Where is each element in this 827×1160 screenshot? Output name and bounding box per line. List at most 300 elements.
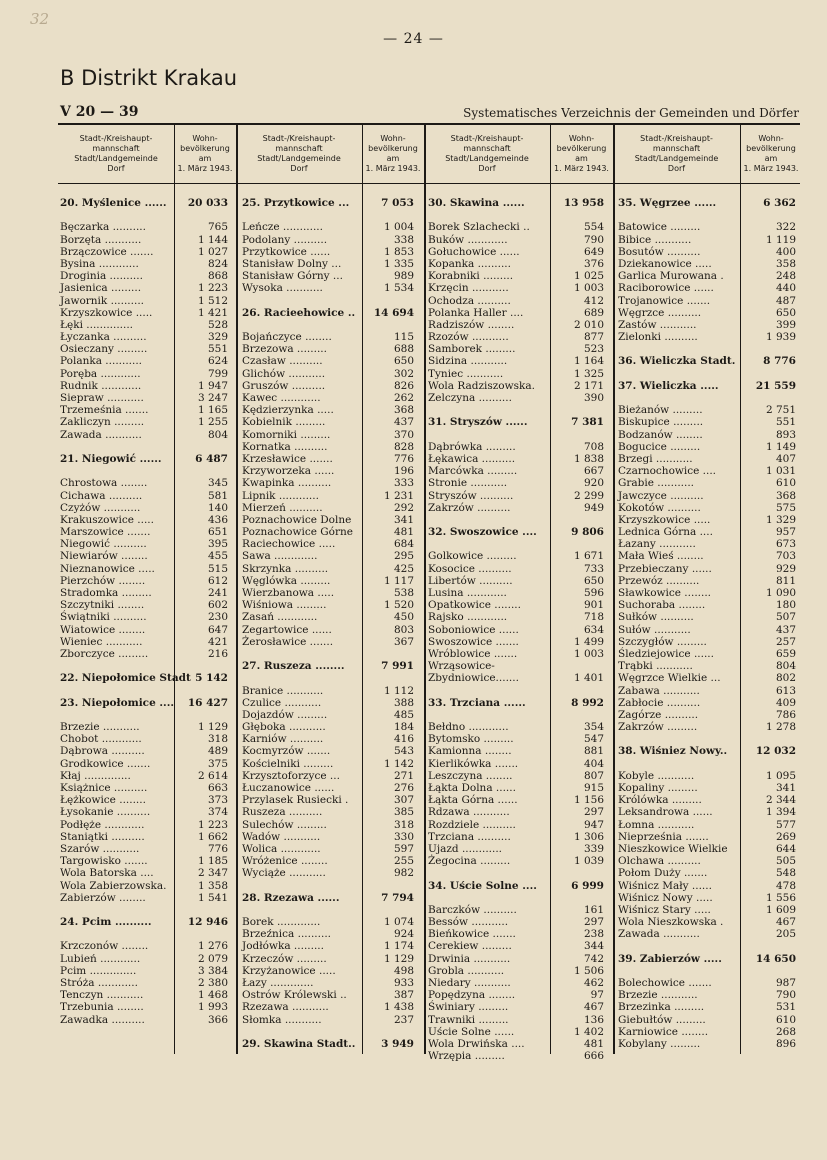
place-name: Żegocina ......... [428, 855, 511, 868]
village-row [618, 575, 800, 587]
population-value: 367 [393, 635, 414, 648]
table-column [428, 197, 606, 1062]
place-name: Trzemeśnia ....... [60, 404, 149, 417]
village-row [618, 429, 800, 441]
row-spacer [242, 319, 412, 331]
population-value: 184 [393, 721, 414, 734]
population-value: 7 381 [571, 416, 604, 429]
population-value: 803 [393, 623, 414, 636]
population-value: 1 421 [197, 306, 228, 319]
row-spacer [242, 880, 412, 892]
village-row [618, 648, 800, 660]
population-value: 596 [583, 587, 604, 599]
population-value: 196 [393, 465, 414, 478]
population-value: 602 [207, 599, 228, 612]
place-name: Czulice ........... [242, 696, 322, 709]
village-row [618, 331, 800, 343]
population-value: 1 090 [765, 587, 796, 599]
population-value: 14 650 [755, 952, 796, 965]
village-row [428, 916, 606, 928]
place-name: Poznachowice Dolne [242, 513, 352, 526]
population-value: 688 [393, 343, 414, 356]
population-value: 1 506 [573, 964, 604, 977]
population-value: 366 [207, 1013, 228, 1026]
population-value: 1 306 [573, 830, 604, 843]
population-value: 612 [207, 574, 228, 587]
place-name: Branice ........... [242, 684, 324, 697]
village-row [618, 794, 800, 806]
population-value: 333 [393, 477, 414, 490]
place-name: Krzyszkowice ..... [60, 306, 153, 319]
village-row [60, 282, 230, 294]
population-value: 947 [583, 818, 604, 831]
village-row [428, 587, 606, 599]
population-value: 826 [393, 379, 414, 392]
population-value: 528 [207, 318, 228, 331]
population-value: 238 [583, 928, 604, 941]
population-value: 462 [583, 977, 604, 989]
population-value: 689 [583, 306, 604, 319]
place-name: Wyciąże ........... [242, 867, 326, 880]
place-name: Wiśniowa ......... [242, 599, 327, 612]
village-row [618, 307, 800, 319]
place-name: Bojańczyce ........ [242, 331, 332, 344]
population-value: 610 [775, 477, 796, 490]
place-name: Trzebunia ........ [60, 1001, 144, 1014]
population-value: 262 [393, 392, 414, 404]
village-row [428, 343, 606, 355]
population-value: 1 185 [197, 855, 228, 868]
place-name: Wola Zabierzowska. [60, 879, 167, 892]
village-row [618, 770, 800, 782]
village-row [60, 575, 230, 587]
village-row [428, 270, 606, 282]
population-value: 481 [583, 1037, 604, 1050]
village-row [428, 831, 606, 843]
village-row [618, 550, 800, 562]
village-row [242, 965, 412, 977]
population-value: 597 [393, 842, 414, 855]
place-name: 28. Rzezawa ...... [242, 891, 340, 904]
population-value: 982 [393, 867, 414, 880]
row-spacer [428, 892, 606, 904]
population-value: 436 [207, 513, 228, 526]
row-spacer [428, 867, 606, 879]
village-row [618, 721, 800, 733]
place-name: Zelczyna .......... [428, 392, 512, 404]
place-name: Drwinia ........... [428, 952, 511, 965]
place-name: Soboniowice ...... [428, 623, 519, 636]
place-name: Sułków .......... [618, 611, 694, 624]
population-value: 1 031 [765, 465, 796, 478]
place-name: Borek Szlachecki .. [428, 221, 530, 234]
population-value: 742 [583, 952, 604, 965]
header-name: Stadt-/Kreishaupt- mannschaft Stadt/Landgemeinde Dorf [445, 134, 529, 173]
place-name: Dojazdów ......... [242, 708, 328, 721]
village-row [60, 587, 230, 599]
village-row [242, 928, 412, 940]
population-value: 13 958 [563, 197, 604, 209]
village-row [428, 575, 606, 587]
place-name: Kokotów .......... [618, 501, 701, 514]
village-row [60, 416, 230, 428]
village-row [60, 721, 230, 733]
place-name: Ostrów Królewski .. [242, 989, 347, 1002]
population-value: 651 [207, 526, 228, 539]
top-rule [58, 123, 800, 125]
place-name: Kawec ............ [242, 392, 321, 404]
population-value: 8 992 [571, 696, 604, 709]
population-value: 1 149 [765, 440, 796, 453]
population-value: 1 947 [197, 379, 228, 392]
village-row [428, 940, 606, 952]
row-spacer [618, 368, 800, 380]
village-row [60, 490, 230, 502]
population-value: 538 [393, 587, 414, 599]
place-name: Zakrzów .......... [428, 501, 511, 514]
population-value: 776 [207, 842, 228, 855]
place-name: Niegowić .......... [60, 538, 147, 551]
population-value: 467 [775, 916, 796, 929]
row-spacer [242, 295, 412, 307]
village-row [242, 1014, 412, 1026]
population-value: 1 939 [765, 331, 796, 344]
village-row [60, 355, 230, 367]
place-name: Swoszowice ....... [428, 635, 519, 648]
place-name: Grabie ........... [618, 477, 695, 490]
place-name: Popędzyna ........ [428, 989, 516, 1002]
place-name: Łęki .............. [60, 318, 134, 331]
place-name: Bessów ........... [428, 916, 509, 929]
place-name: Wrząsowice- [428, 660, 495, 673]
population-value: 374 [207, 806, 228, 819]
page-number: — 24 — [383, 31, 444, 47]
place-name: Bieńkowice ....... [428, 928, 516, 941]
village-row [60, 648, 230, 660]
population-value: 515 [207, 562, 228, 575]
village-row [428, 733, 606, 745]
place-name: 24. Pcim .......... [60, 916, 152, 929]
population-value: 949 [583, 501, 604, 514]
village-row [618, 1038, 800, 1050]
place-name: Stróża ............ [60, 977, 138, 989]
population-value: 933 [393, 977, 414, 989]
place-name: Słomka ........... [242, 1013, 322, 1026]
row-spacer [60, 660, 230, 672]
population-value: 896 [775, 1037, 796, 1050]
district-row [618, 380, 800, 392]
population-value: 276 [393, 782, 414, 794]
village-row [618, 636, 800, 648]
place-name: Biskupice ......... [618, 416, 704, 429]
population-value: 575 [775, 501, 796, 514]
place-name: Wiśnicz Stary ..... [618, 903, 711, 916]
place-name: Sawa ............. [242, 550, 318, 563]
population-value: 368 [393, 404, 414, 417]
village-row [242, 806, 412, 818]
population-value: 268 [775, 1025, 796, 1038]
village-row [242, 282, 412, 294]
place-name: Jodłówka ......... [242, 940, 324, 953]
village-row [428, 794, 606, 806]
population-value: 1 025 [573, 270, 604, 283]
place-name: Ruszeza .......... [242, 806, 323, 819]
village-row [60, 770, 230, 782]
village-row [242, 587, 412, 599]
place-name: Przytkowice ...... [242, 245, 331, 258]
place-name: Łuczanowice ...... [242, 782, 335, 794]
district-row [428, 697, 606, 709]
place-name: Leksandrowa ...... [618, 806, 713, 819]
row-spacer [618, 343, 800, 355]
place-name: Zakrzów ......... [618, 721, 698, 734]
place-name: Zegartowice ...... [242, 623, 332, 636]
population-value: 2 299 [573, 489, 604, 502]
village-row [242, 636, 412, 648]
population-value: 650 [583, 574, 604, 587]
place-name: Nieszkowice Wielkie [618, 842, 728, 855]
population-value: 807 [583, 769, 604, 782]
village-row [242, 831, 412, 843]
place-name: Poręba ............ [60, 367, 141, 380]
population-value: 551 [207, 343, 228, 356]
district-row [428, 416, 606, 428]
population-value: 407 [775, 452, 796, 465]
place-name: Bosutów .......... [618, 245, 701, 258]
population-value: 523 [583, 343, 604, 356]
population-value: 115 [393, 331, 414, 344]
place-name: Batowice ......... [618, 221, 701, 234]
village-row [428, 965, 606, 977]
place-name: Czarnochowice .... [618, 465, 717, 478]
village-row [60, 368, 230, 380]
row-spacer [428, 514, 606, 526]
population-value: 3 384 [197, 964, 228, 977]
place-name: Rajsko ............ [428, 611, 508, 624]
population-value: 505 [775, 855, 796, 868]
place-name: Czyżów ........... [60, 501, 141, 514]
place-name: Wola Drwińska .... [428, 1037, 525, 1050]
place-name: Książnice .......... [60, 782, 148, 794]
population-value: 718 [583, 611, 604, 624]
village-row [618, 977, 800, 989]
village-row [242, 685, 412, 697]
place-name: Łysokanie .......... [60, 806, 151, 819]
population-value: 811 [775, 574, 796, 587]
village-row [618, 1026, 800, 1038]
village-row [428, 221, 606, 233]
village-row [428, 1014, 606, 1026]
place-name: Chrostowa ........ [60, 477, 148, 490]
row-spacer [60, 685, 230, 697]
place-name: Zawada ........... [618, 928, 700, 941]
village-row [242, 490, 412, 502]
row-spacer [618, 758, 800, 770]
place-name: Dąbrówka ......... [428, 440, 516, 453]
place-name: 30. Skawina ...... [428, 197, 525, 209]
place-name: Polanka ........... [60, 355, 143, 368]
population-value: 330 [393, 830, 414, 843]
place-name: 22. Niepołomice Stadt [60, 672, 191, 685]
header-rule [58, 183, 800, 184]
row-spacer [242, 648, 412, 660]
population-value: 624 [207, 355, 228, 368]
village-row [618, 867, 800, 879]
population-value: 2 347 [197, 867, 228, 880]
place-name: Droginia .......... [60, 270, 143, 283]
row-spacer [428, 685, 606, 697]
range-label: V 20 — 39 [60, 104, 139, 120]
table-column [60, 197, 230, 1026]
place-name: Tyniec ........... [428, 367, 504, 380]
village-row [428, 319, 606, 331]
place-name: Targowisko ....... [60, 855, 148, 868]
population-value: 450 [393, 611, 414, 624]
village-row [242, 989, 412, 1001]
village-row [618, 295, 800, 307]
row-spacer [428, 709, 606, 721]
village-row [60, 989, 230, 1001]
place-name: Wiśnicz Nowy ..... [618, 891, 713, 904]
village-row [60, 295, 230, 307]
population-value: 1 129 [197, 721, 228, 734]
district-row [242, 892, 412, 904]
place-name: Pierzchów ........ [60, 574, 146, 587]
village-row [428, 928, 606, 940]
village-row [428, 611, 606, 623]
place-name: Kopanka .......... [428, 257, 511, 270]
village-row [618, 599, 800, 611]
population-value: 376 [583, 257, 604, 270]
village-row [242, 697, 412, 709]
population-value: 1 164 [573, 355, 604, 368]
population-value: 673 [775, 538, 796, 551]
population-value: 1 609 [765, 903, 796, 916]
village-row [618, 234, 800, 246]
population-value: 1 004 [383, 221, 414, 234]
village-row [428, 989, 606, 1001]
row-spacer [60, 709, 230, 721]
village-row [618, 819, 800, 831]
population-value: 581 [207, 489, 228, 502]
village-row [242, 355, 412, 367]
village-row [428, 599, 606, 611]
village-row [60, 880, 230, 892]
district-row [60, 453, 230, 465]
population-value: 924 [393, 928, 414, 941]
population-value: 663 [207, 782, 228, 794]
place-name: Stronie ........... [428, 477, 508, 490]
place-name: Kobyle ........... [618, 769, 695, 782]
place-name: Łąkta Dolna ...... [428, 782, 516, 794]
place-name: Leszczyna ........ [428, 769, 513, 782]
page-title: B Distrikt Krakau [60, 66, 238, 90]
place-name: Kopaliny ......... [618, 782, 698, 794]
place-name: Węglówka ......... [242, 574, 331, 587]
place-name: Bytomsko ......... [428, 733, 514, 746]
population-value: 269 [775, 830, 796, 843]
village-row [618, 502, 800, 514]
population-value: 6 362 [763, 197, 796, 209]
place-name: Ochodza .......... [428, 294, 511, 307]
population-value: 487 [775, 294, 796, 307]
population-value: 1 003 [573, 282, 604, 295]
village-row [618, 782, 800, 794]
place-name: Chobot ............ [60, 733, 142, 746]
village-row [428, 806, 606, 818]
village-row [618, 587, 800, 599]
village-row [242, 270, 412, 282]
population-value: 339 [583, 842, 604, 855]
village-row [428, 234, 606, 246]
village-row [618, 465, 800, 477]
district-row [242, 660, 412, 672]
population-value: 1 095 [765, 769, 796, 782]
village-row [428, 453, 606, 465]
population-value: 20 033 [187, 197, 228, 209]
place-name: Bęczarka .......... [60, 221, 146, 234]
village-row [242, 477, 412, 489]
place-name: Jawczyce .......... [618, 489, 704, 502]
village-row [428, 502, 606, 514]
village-row [242, 855, 412, 867]
place-name: Radziszów ........ [428, 318, 515, 331]
place-name: Sidzina ........... [428, 355, 508, 368]
district-row [428, 880, 606, 892]
village-row [618, 477, 800, 489]
village-row [242, 819, 412, 831]
village-row [618, 282, 800, 294]
village-row [242, 733, 412, 745]
row-spacer [242, 1026, 412, 1038]
place-name: Mała Wieś ........ [618, 550, 704, 563]
population-value: 5 142 [195, 672, 228, 685]
place-name: Bieżanów ......... [618, 404, 703, 417]
place-name: Wróżenice ........ [242, 855, 328, 868]
place-name: Łękawica .......... [428, 452, 516, 465]
place-name: Siepraw ........... [60, 392, 144, 404]
population-value: 140 [207, 501, 228, 514]
row-spacer [60, 904, 230, 916]
village-row [60, 380, 230, 392]
population-value: 1 325 [573, 367, 604, 380]
village-row [242, 758, 412, 770]
village-row [428, 441, 606, 453]
header-value: Wohn- bevölkerung am 1. März 1943. [365, 134, 421, 173]
village-row [242, 416, 412, 428]
place-name: Wadów ........... [242, 830, 321, 843]
header-name: Stadt-/Kreishaupt- mannschaft Stadt/Landgemeinde Dorf [634, 134, 719, 173]
place-name: Szczytniki ........ [60, 599, 145, 612]
population-value: 1 438 [383, 1001, 414, 1014]
place-name: Komorniki ......... [242, 428, 331, 441]
place-name: Zielonki .......... [618, 331, 698, 344]
place-name: Wolica ............ [242, 842, 321, 855]
population-value: 421 [207, 635, 228, 648]
village-row [428, 770, 606, 782]
place-name: Brzegi ........... [618, 452, 693, 465]
place-name: Cichawa .......... [60, 489, 143, 502]
column-divider [236, 124, 238, 1054]
village-row [60, 429, 230, 441]
row-spacer [618, 209, 800, 221]
place-name: Krzeczów ......... [242, 952, 327, 965]
place-name: Stanisław Dolny ... [242, 257, 342, 270]
village-row [242, 1001, 412, 1013]
village-row [242, 465, 412, 477]
place-name: Krzesławice ....... [242, 452, 333, 465]
village-row [428, 563, 606, 575]
